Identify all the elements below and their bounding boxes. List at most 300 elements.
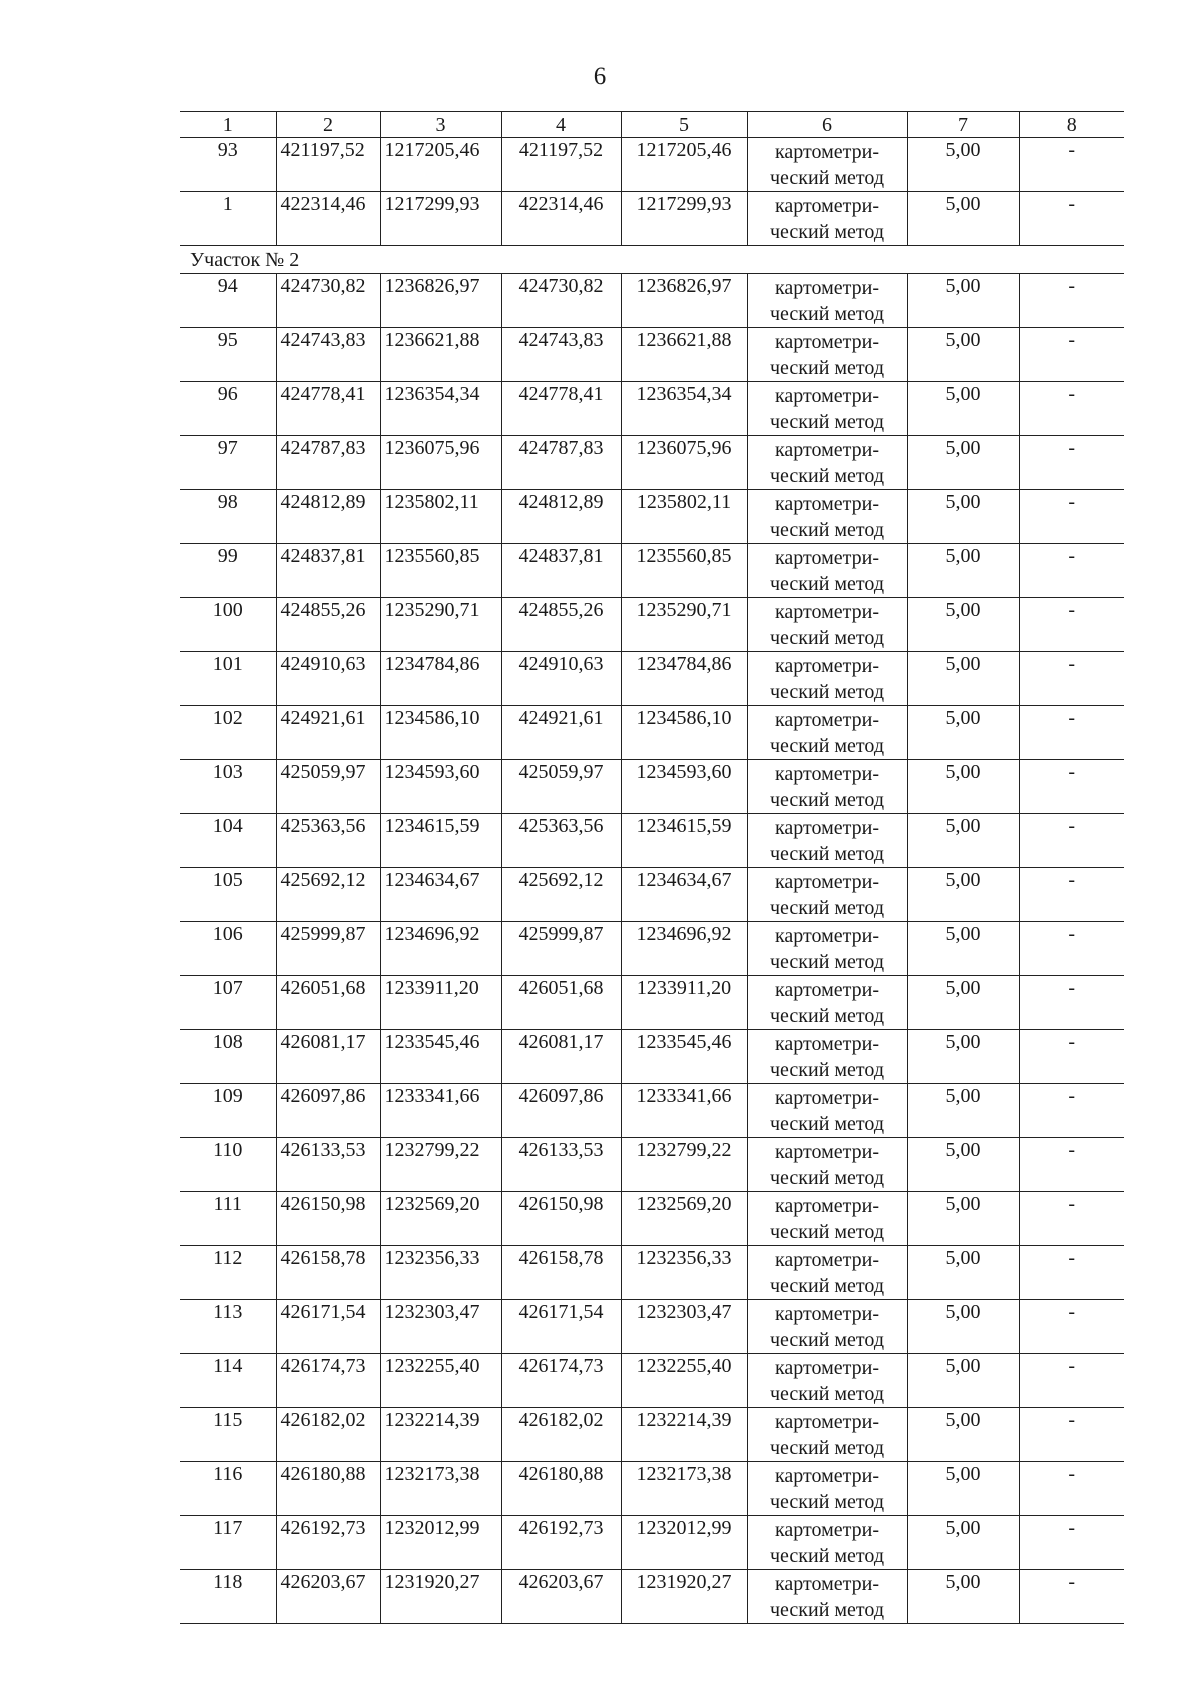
point-number-cell: 101	[180, 652, 276, 706]
table-row	[180, 1354, 1124, 1408]
table-row	[180, 976, 1124, 1030]
method-line: ческий метод	[769, 573, 885, 595]
y-coordinate-cell: 1231920,27	[621, 1570, 747, 1624]
point-number-cell: 105	[180, 868, 276, 922]
method-cell	[747, 138, 907, 192]
note-cell: -	[1019, 1408, 1124, 1462]
note-cell: -	[1019, 274, 1124, 328]
method-cell	[747, 922, 907, 976]
precision-cell: 5,00	[907, 328, 1019, 382]
table-row	[180, 1192, 1124, 1246]
method-cell	[747, 1246, 907, 1300]
method-line: ческий метод	[769, 1437, 885, 1459]
method-line: ческий метод	[769, 1167, 885, 1189]
point-number-cell: 96	[180, 382, 276, 436]
x-coordinate-cell: 424778,41	[501, 382, 621, 436]
table-row	[180, 1462, 1124, 1516]
method-line: ческий метод	[769, 681, 885, 703]
table-row	[180, 922, 1124, 976]
point-number-cell: 1	[180, 192, 276, 246]
point-number-cell: 117	[180, 1516, 276, 1570]
method-line: картометри-	[774, 1573, 879, 1595]
x-coordinate-cell: 426081,17	[501, 1030, 621, 1084]
method-cell	[747, 1354, 907, 1408]
y-coordinate-cell: 1233341,66	[380, 1084, 501, 1138]
y-coordinate-cell: 1232012,99	[380, 1516, 501, 1570]
note-cell: -	[1019, 922, 1124, 976]
x-coordinate-cell: 424812,89	[501, 490, 621, 544]
method-cell	[747, 1408, 907, 1462]
x-coordinate-cell: 424743,83	[501, 328, 621, 382]
column-header: 3	[380, 112, 501, 138]
point-number-cell: 93	[180, 138, 276, 192]
precision-cell: 5,00	[907, 1084, 1019, 1138]
table-row	[180, 652, 1124, 706]
x-coordinate-cell: 424855,26	[276, 598, 380, 652]
y-coordinate-cell: 1234696,92	[380, 922, 501, 976]
method-line: ческий метод	[769, 843, 885, 865]
y-coordinate-cell: 1234615,59	[621, 814, 747, 868]
x-coordinate-cell: 424730,82	[501, 274, 621, 328]
y-coordinate-cell: 1235802,11	[621, 490, 747, 544]
x-coordinate-cell: 426182,02	[276, 1408, 380, 1462]
point-number-cell: 99	[180, 544, 276, 598]
y-coordinate-cell: 1233911,20	[621, 976, 747, 1030]
x-coordinate-cell: 426097,86	[501, 1084, 621, 1138]
page-number: 6	[593, 63, 607, 90]
precision-cell: 5,00	[907, 814, 1019, 868]
method-line: ческий метод	[769, 465, 885, 487]
point-number-cell: 118	[180, 1570, 276, 1624]
y-coordinate-cell: 1235290,71	[621, 598, 747, 652]
note-cell: -	[1019, 598, 1124, 652]
y-coordinate-cell: 1234634,67	[621, 868, 747, 922]
x-coordinate-cell: 424837,81	[276, 544, 380, 598]
table-row	[180, 274, 1124, 328]
method-line: картометри-	[774, 925, 879, 947]
precision-cell: 5,00	[907, 706, 1019, 760]
y-coordinate-cell: 1234634,67	[380, 868, 501, 922]
precision-cell: 5,00	[907, 1138, 1019, 1192]
note-cell: -	[1019, 1354, 1124, 1408]
method-line: ческий метод	[769, 1329, 885, 1351]
note-cell: -	[1019, 436, 1124, 490]
note-cell: -	[1019, 868, 1124, 922]
table-row	[180, 1408, 1124, 1462]
y-coordinate-cell: 1232356,33	[380, 1246, 501, 1300]
note-cell: -	[1019, 1246, 1124, 1300]
y-coordinate-cell: 1232799,22	[621, 1138, 747, 1192]
x-coordinate-cell: 424921,61	[501, 706, 621, 760]
y-coordinate-cell: 1236075,96	[621, 436, 747, 490]
table-row	[180, 138, 1124, 192]
method-cell	[747, 436, 907, 490]
note-cell: -	[1019, 976, 1124, 1030]
method-cell	[747, 192, 907, 246]
y-coordinate-cell: 1232214,39	[380, 1408, 501, 1462]
column-header: 2	[276, 112, 380, 138]
y-coordinate-cell: 1234784,86	[621, 652, 747, 706]
method-line: ческий метод	[769, 1221, 885, 1243]
method-cell	[747, 1462, 907, 1516]
x-coordinate-cell: 426182,02	[501, 1408, 621, 1462]
table-row	[180, 328, 1124, 382]
method-line: картометри-	[774, 1519, 879, 1541]
y-coordinate-cell: 1234784,86	[380, 652, 501, 706]
point-number-cell: 98	[180, 490, 276, 544]
method-line: ческий метод	[769, 1005, 885, 1027]
point-number-cell: 100	[180, 598, 276, 652]
method-line: картометри-	[774, 1249, 879, 1271]
table-row	[180, 436, 1124, 490]
coordinates-table-body	[180, 112, 1124, 1624]
point-number-cell: 113	[180, 1300, 276, 1354]
method-cell	[747, 1030, 907, 1084]
precision-cell: 5,00	[907, 436, 1019, 490]
method-line: ческий метод	[769, 1545, 885, 1567]
method-line: ческий метод	[769, 1383, 885, 1405]
x-coordinate-cell: 424730,82	[276, 274, 380, 328]
section-heading: Участок № 2	[180, 246, 1124, 274]
y-coordinate-cell: 1234593,60	[380, 760, 501, 814]
precision-cell: 5,00	[907, 544, 1019, 598]
point-number-cell: 104	[180, 814, 276, 868]
method-cell	[747, 328, 907, 382]
x-coordinate-cell: 425059,97	[501, 760, 621, 814]
y-coordinate-cell: 1231920,27	[380, 1570, 501, 1624]
method-line: картометри-	[774, 871, 879, 893]
method-line: ческий метод	[769, 1059, 885, 1081]
x-coordinate-cell: 424910,63	[276, 652, 380, 706]
precision-cell: 5,00	[907, 1570, 1019, 1624]
note-cell: -	[1019, 1516, 1124, 1570]
point-number-cell: 95	[180, 328, 276, 382]
x-coordinate-cell: 426203,67	[276, 1570, 380, 1624]
x-coordinate-cell: 421197,52	[276, 138, 380, 192]
y-coordinate-cell: 1232303,47	[621, 1300, 747, 1354]
y-coordinate-cell: 1235290,71	[380, 598, 501, 652]
x-coordinate-cell: 426097,86	[276, 1084, 380, 1138]
column-header: 1	[180, 112, 276, 138]
method-line: картометри-	[774, 141, 879, 163]
method-cell	[747, 1138, 907, 1192]
x-coordinate-cell: 426133,53	[276, 1138, 380, 1192]
x-coordinate-cell: 426180,88	[501, 1462, 621, 1516]
y-coordinate-cell: 1232173,38	[621, 1462, 747, 1516]
x-coordinate-cell: 425999,87	[501, 922, 621, 976]
point-number-cell: 94	[180, 274, 276, 328]
method-line: ческий метод	[769, 357, 885, 379]
method-line: картометри-	[774, 547, 879, 569]
y-coordinate-cell: 1232569,20	[380, 1192, 501, 1246]
x-coordinate-cell: 424778,41	[276, 382, 380, 436]
method-line: картометри-	[774, 979, 879, 1001]
point-number-cell: 106	[180, 922, 276, 976]
method-line: ческий метод	[769, 627, 885, 649]
point-number-cell: 97	[180, 436, 276, 490]
method-cell	[747, 544, 907, 598]
table-row	[180, 192, 1124, 246]
precision-cell: 5,00	[907, 1462, 1019, 1516]
method-cell	[747, 598, 907, 652]
precision-cell: 5,00	[907, 1246, 1019, 1300]
method-line: ческий метод	[769, 303, 885, 325]
column-header: 5	[621, 112, 747, 138]
note-cell: -	[1019, 490, 1124, 544]
method-line: ческий метод	[769, 1113, 885, 1135]
x-coordinate-cell: 422314,46	[501, 192, 621, 246]
method-line: картометри-	[774, 1087, 879, 1109]
x-coordinate-cell: 426158,78	[501, 1246, 621, 1300]
note-cell: -	[1019, 544, 1124, 598]
method-line: ческий метод	[769, 519, 885, 541]
method-line: картометри-	[774, 1465, 879, 1487]
x-coordinate-cell: 424837,81	[501, 544, 621, 598]
x-coordinate-cell: 426051,68	[501, 976, 621, 1030]
note-cell: -	[1019, 652, 1124, 706]
y-coordinate-cell: 1233341,66	[621, 1084, 747, 1138]
y-coordinate-cell: 1233911,20	[380, 976, 501, 1030]
method-line: картометри-	[774, 1411, 879, 1433]
method-line: ческий метод	[769, 167, 885, 189]
y-coordinate-cell: 1232255,40	[380, 1354, 501, 1408]
point-number-cell: 107	[180, 976, 276, 1030]
y-coordinate-cell: 1217299,93	[380, 192, 501, 246]
method-cell	[747, 1192, 907, 1246]
table-row	[180, 706, 1124, 760]
y-coordinate-cell: 1234593,60	[621, 760, 747, 814]
method-line: картометри-	[774, 655, 879, 677]
y-coordinate-cell: 1232799,22	[380, 1138, 501, 1192]
y-coordinate-cell: 1217205,46	[380, 138, 501, 192]
column-header: 4	[501, 112, 621, 138]
method-line: картометри-	[774, 709, 879, 731]
point-number-cell: 115	[180, 1408, 276, 1462]
x-coordinate-cell: 425692,12	[276, 868, 380, 922]
x-coordinate-cell: 424855,26	[501, 598, 621, 652]
note-cell: -	[1019, 1030, 1124, 1084]
note-cell: -	[1019, 1192, 1124, 1246]
x-coordinate-cell: 424787,83	[276, 436, 380, 490]
y-coordinate-cell: 1236621,88	[380, 328, 501, 382]
precision-cell: 5,00	[907, 1354, 1019, 1408]
table-row	[180, 1138, 1124, 1192]
table-row	[180, 868, 1124, 922]
method-cell	[747, 1516, 907, 1570]
method-cell	[747, 274, 907, 328]
x-coordinate-cell: 426171,54	[501, 1300, 621, 1354]
x-coordinate-cell: 426051,68	[276, 976, 380, 1030]
point-number-cell: 116	[180, 1462, 276, 1516]
method-line: ческий метод	[769, 897, 885, 919]
table-row	[180, 1570, 1124, 1624]
method-cell	[747, 490, 907, 544]
x-coordinate-cell: 426192,73	[501, 1516, 621, 1570]
note-cell: -	[1019, 138, 1124, 192]
method-line: картометри-	[774, 439, 879, 461]
x-coordinate-cell: 426158,78	[276, 1246, 380, 1300]
y-coordinate-cell: 1236354,34	[380, 382, 501, 436]
x-coordinate-cell: 424812,89	[276, 490, 380, 544]
method-line: картометри-	[774, 331, 879, 353]
y-coordinate-cell: 1232255,40	[621, 1354, 747, 1408]
method-cell	[747, 868, 907, 922]
method-line: ческий метод	[769, 1491, 885, 1513]
y-coordinate-cell: 1232356,33	[621, 1246, 747, 1300]
precision-cell: 5,00	[907, 274, 1019, 328]
y-coordinate-cell: 1235560,85	[380, 544, 501, 598]
table-row	[180, 382, 1124, 436]
coordinates-table	[180, 111, 1124, 1624]
method-cell	[747, 1084, 907, 1138]
precision-cell: 5,00	[907, 1030, 1019, 1084]
y-coordinate-cell: 1233545,46	[621, 1030, 747, 1084]
method-cell	[747, 1300, 907, 1354]
x-coordinate-cell: 426150,98	[501, 1192, 621, 1246]
y-coordinate-cell: 1217205,46	[621, 138, 747, 192]
x-coordinate-cell: 426203,67	[501, 1570, 621, 1624]
precision-cell: 5,00	[907, 1300, 1019, 1354]
table-row	[180, 544, 1124, 598]
note-cell: -	[1019, 1138, 1124, 1192]
note-cell: -	[1019, 760, 1124, 814]
section-heading-row	[180, 246, 1124, 274]
x-coordinate-cell: 426081,17	[276, 1030, 380, 1084]
y-coordinate-cell: 1234586,10	[380, 706, 501, 760]
precision-cell: 5,00	[907, 192, 1019, 246]
method-line: ческий метод	[769, 221, 885, 243]
x-coordinate-cell: 421197,52	[501, 138, 621, 192]
point-number-cell: 114	[180, 1354, 276, 1408]
column-header: 6	[747, 112, 907, 138]
point-number-cell: 102	[180, 706, 276, 760]
table-row	[180, 1084, 1124, 1138]
precision-cell: 5,00	[907, 1408, 1019, 1462]
x-coordinate-cell: 422314,46	[276, 192, 380, 246]
table-row	[180, 598, 1124, 652]
x-coordinate-cell: 426192,73	[276, 1516, 380, 1570]
x-coordinate-cell: 426174,73	[276, 1354, 380, 1408]
x-coordinate-cell: 425059,97	[276, 760, 380, 814]
table-row	[180, 1516, 1124, 1570]
method-cell	[747, 1570, 907, 1624]
x-coordinate-cell: 425363,56	[501, 814, 621, 868]
table-row	[180, 1300, 1124, 1354]
method-line: картометри-	[774, 1357, 879, 1379]
method-line: картометри-	[774, 493, 879, 515]
note-cell: -	[1019, 328, 1124, 382]
y-coordinate-cell: 1232569,20	[621, 1192, 747, 1246]
x-coordinate-cell: 426174,73	[501, 1354, 621, 1408]
note-cell: -	[1019, 1300, 1124, 1354]
y-coordinate-cell: 1232214,39	[621, 1408, 747, 1462]
point-number-cell: 108	[180, 1030, 276, 1084]
column-number-header-row	[180, 112, 1124, 138]
method-line: картометри-	[774, 763, 879, 785]
x-coordinate-cell: 425999,87	[276, 922, 380, 976]
note-cell: -	[1019, 706, 1124, 760]
table-row	[180, 814, 1124, 868]
precision-cell: 5,00	[907, 922, 1019, 976]
point-number-cell: 109	[180, 1084, 276, 1138]
y-coordinate-cell: 1236075,96	[380, 436, 501, 490]
y-coordinate-cell: 1217299,93	[621, 192, 747, 246]
method-cell	[747, 976, 907, 1030]
method-line: ческий метод	[769, 1275, 885, 1297]
method-line: картометри-	[774, 277, 879, 299]
method-line: картометри-	[774, 1141, 879, 1163]
method-line: картометри-	[774, 1195, 879, 1217]
precision-cell: 5,00	[907, 868, 1019, 922]
method-line: ческий метод	[769, 735, 885, 757]
y-coordinate-cell: 1233545,46	[380, 1030, 501, 1084]
y-coordinate-cell: 1232012,99	[621, 1516, 747, 1570]
precision-cell: 5,00	[907, 1516, 1019, 1570]
point-number-cell: 111	[180, 1192, 276, 1246]
precision-cell: 5,00	[907, 760, 1019, 814]
method-line: картометри-	[774, 1033, 879, 1055]
y-coordinate-cell: 1234586,10	[621, 706, 747, 760]
table-row	[180, 490, 1124, 544]
table-row	[180, 1246, 1124, 1300]
table-row	[180, 760, 1124, 814]
note-cell: -	[1019, 1570, 1124, 1624]
method-line: картометри-	[774, 1303, 879, 1325]
method-line: ческий метод	[769, 789, 885, 811]
y-coordinate-cell: 1236826,97	[380, 274, 501, 328]
x-coordinate-cell: 426171,54	[276, 1300, 380, 1354]
note-cell: -	[1019, 1462, 1124, 1516]
x-coordinate-cell: 425363,56	[276, 814, 380, 868]
x-coordinate-cell: 425692,12	[501, 868, 621, 922]
method-line: картометри-	[774, 385, 879, 407]
method-cell	[747, 706, 907, 760]
note-cell: -	[1019, 192, 1124, 246]
y-coordinate-cell: 1234615,59	[380, 814, 501, 868]
x-coordinate-cell: 424921,61	[276, 706, 380, 760]
x-coordinate-cell: 426180,88	[276, 1462, 380, 1516]
method-line: картометри-	[774, 817, 879, 839]
precision-cell: 5,00	[907, 382, 1019, 436]
method-cell	[747, 814, 907, 868]
x-coordinate-cell: 424743,83	[276, 328, 380, 382]
column-header: 7	[907, 112, 1019, 138]
precision-cell: 5,00	[907, 138, 1019, 192]
y-coordinate-cell: 1235802,11	[380, 490, 501, 544]
y-coordinate-cell: 1232303,47	[380, 1300, 501, 1354]
x-coordinate-cell: 424787,83	[501, 436, 621, 490]
precision-cell: 5,00	[907, 1192, 1019, 1246]
method-cell	[747, 760, 907, 814]
table-row	[180, 1030, 1124, 1084]
y-coordinate-cell: 1236621,88	[621, 328, 747, 382]
x-coordinate-cell: 426133,53	[501, 1138, 621, 1192]
precision-cell: 5,00	[907, 976, 1019, 1030]
point-number-cell: 110	[180, 1138, 276, 1192]
method-cell	[747, 652, 907, 706]
point-number-cell: 103	[180, 760, 276, 814]
method-line: ческий метод	[769, 951, 885, 973]
precision-cell: 5,00	[907, 598, 1019, 652]
x-coordinate-cell: 426150,98	[276, 1192, 380, 1246]
y-coordinate-cell: 1236354,34	[621, 382, 747, 436]
method-line: ческий метод	[769, 411, 885, 433]
method-cell	[747, 382, 907, 436]
y-coordinate-cell: 1235560,85	[621, 544, 747, 598]
y-coordinate-cell: 1234696,92	[621, 922, 747, 976]
method-line: ческий метод	[769, 1599, 885, 1621]
method-line: картометри-	[774, 195, 879, 217]
